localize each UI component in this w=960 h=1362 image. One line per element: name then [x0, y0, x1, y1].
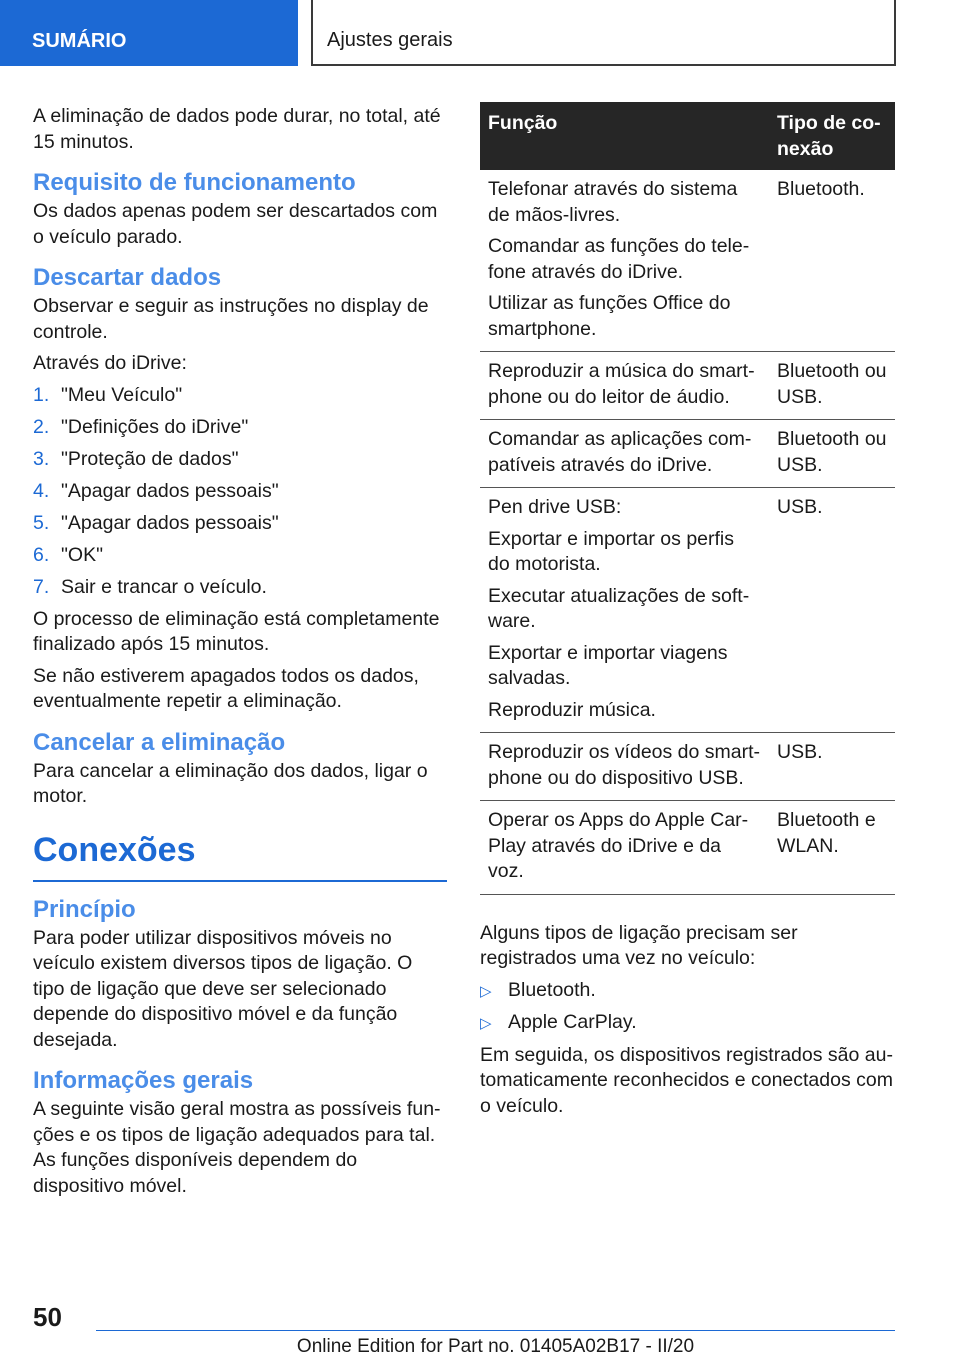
cell-tipo: USB.: [769, 733, 895, 801]
cell-text: Telefonar através do sistema de mãos-livres.: [488, 178, 738, 226]
cell-text: Comandar as funções do telefone através do iDrive.: [488, 235, 750, 283]
processo-paragraph: O processo de eliminação está completamente finalizado após 15 minutos.: [33, 607, 440, 655]
bullet-text: Bluetooth.: [508, 978, 596, 1001]
cell-text: Comandar as aplicações compatíveis através do iDrive.: [488, 428, 752, 476]
cell-text: Reproduzir a música do smartphone ou do leitor de áudio.: [488, 360, 755, 408]
step-text: Sair e trancar o veículo.: [61, 575, 267, 598]
intro-paragraph: A eliminação de dados pode durar, no total, até 15 minutos.: [33, 105, 441, 153]
alguns-paragraph: Alguns tipos de ligação precisam ser registrados uma vez no veículo:: [480, 921, 798, 969]
cell-funcao: [480, 352, 769, 420]
heading-cancelar: Cancelar a eliminação: [33, 728, 286, 756]
cell-text: Reproduzir os vídeos do smartphone ou do dispositivo USB.: [488, 741, 761, 789]
table-row: [480, 420, 895, 488]
step-text: "Proteção de dados": [61, 447, 239, 470]
cell-funcao: [480, 170, 769, 352]
step-text: "Meu Veículo": [61, 383, 183, 406]
cell-tipo: Bluetooth ou USB.: [769, 420, 895, 488]
cell-text: Utilizar as funções Office do smartphone.: [488, 292, 731, 340]
cell-text: Operar os Apps do Apple CarPlay através do iDrive e da voz.: [488, 809, 749, 882]
step-number: 4.: [33, 479, 50, 502]
list-item: [33, 543, 447, 569]
heading-principio: Princípio: [33, 895, 136, 923]
table-row: [480, 733, 895, 801]
step-number: 2.: [33, 415, 50, 438]
principio-paragraph: Para poder utilizar dispositivos móveis no veículo existem diversos tipos de ligação. O tipo de ligação que deve ser selecionado depende do dispositivo móvel e da função desejada.: [33, 926, 413, 1051]
heading-descartar: Descartar dados: [33, 264, 222, 291]
cell-funcao: [480, 801, 769, 895]
steps-list: [33, 383, 447, 601]
atraves-paragraph: Através do iDrive:: [33, 352, 187, 374]
cell-tipo: USB.: [769, 488, 895, 733]
cell-text: Exportar e importar viagens salvadas.: [488, 641, 728, 689]
step-number: 1.: [33, 383, 50, 406]
cell-funcao: [480, 733, 769, 801]
step-number: 6.: [33, 543, 50, 566]
table-header-row: [480, 102, 895, 170]
cell-funcao: [480, 488, 769, 733]
cell-tipo: Bluetooth ou USB.: [769, 352, 895, 420]
cell-text: Exportar e importar os perfis do motorista.: [488, 527, 735, 575]
right-column: [480, 102, 895, 1125]
cell-text: Pen drive USB:: [488, 496, 622, 518]
requisito-paragraph: Os dados apenas podem ser descartados com o veículo parado.: [33, 200, 438, 248]
table-row: [480, 352, 895, 420]
heading-requisito: Requisito de funcionamento: [33, 169, 356, 196]
list-item: [33, 575, 447, 601]
step-number: 7.: [33, 575, 50, 598]
heading-conexoes: Conexões: [33, 830, 447, 882]
footer-edition: Online Edition for Part no. 01405A02B17 - II/20: [296, 1336, 695, 1357]
list-item: [33, 511, 447, 537]
step-text: "OK": [61, 543, 104, 566]
table-row: [480, 488, 895, 733]
triangle-bullet-icon: ▷: [480, 982, 492, 1000]
summary-tab[interactable]: SUMÁRIO: [0, 0, 298, 66]
observar-paragraph: Observar e seguir as instruções no display de controle.: [33, 295, 429, 343]
step-text: "Apagar dados pessoais": [61, 479, 279, 502]
list-item: [33, 479, 447, 505]
connection-types-list: [480, 978, 895, 1037]
emseguida-paragraph: Em seguida, os dispositivos registrados são automaticamente reconhecidos e conectados com o veículo.: [480, 1043, 893, 1117]
cell-text: Executar atualizações de software.: [488, 584, 750, 632]
step-number: 5.: [33, 511, 50, 534]
cancelar-paragraph: Para cancelar a eliminação dos dados, ligar o motor.: [33, 759, 428, 807]
cell-tipo: Bluetooth e WLAN.: [769, 801, 895, 895]
page-number: 50: [33, 1302, 62, 1332]
list-item: [33, 415, 447, 441]
senao-paragraph: Se não estiverem apagados todos os dados, eventualmente repetir a eliminação.: [33, 664, 419, 712]
info-paragraph: A seguinte visão geral mostra as possíveis funções e os tipos de ligação adequados para tal. As funções disponíveis dependem do dispositivo móvel.: [33, 1098, 441, 1197]
heading-informacoes-gerais: Informações gerais: [33, 1067, 254, 1094]
step-text: "Apagar dados pessoais": [61, 511, 279, 534]
section-tab[interactable]: Ajustes gerais: [311, 0, 896, 66]
cell-funcao: [480, 420, 769, 488]
list-item: [480, 978, 895, 1005]
left-column: [33, 104, 447, 1205]
table-row: [480, 801, 895, 895]
connection-table: [480, 102, 895, 895]
column-header-funcao: Função: [480, 102, 769, 170]
cell-text: Reproduzir música.: [488, 698, 656, 721]
list-item: [33, 447, 447, 473]
triangle-bullet-icon: ▷: [480, 1015, 492, 1032]
table-row: [480, 170, 895, 352]
footer-divider: [96, 1330, 895, 1331]
list-item: [480, 1010, 895, 1037]
step-text: "Definições do iDrive": [61, 415, 249, 438]
list-item: [33, 383, 447, 409]
bullet-text: Apple CarPlay.: [508, 1011, 637, 1033]
column-header-tipo: Tipo de conexão: [769, 102, 895, 170]
step-number: 3.: [33, 447, 50, 470]
cell-tipo: Bluetooth.: [769, 170, 895, 352]
